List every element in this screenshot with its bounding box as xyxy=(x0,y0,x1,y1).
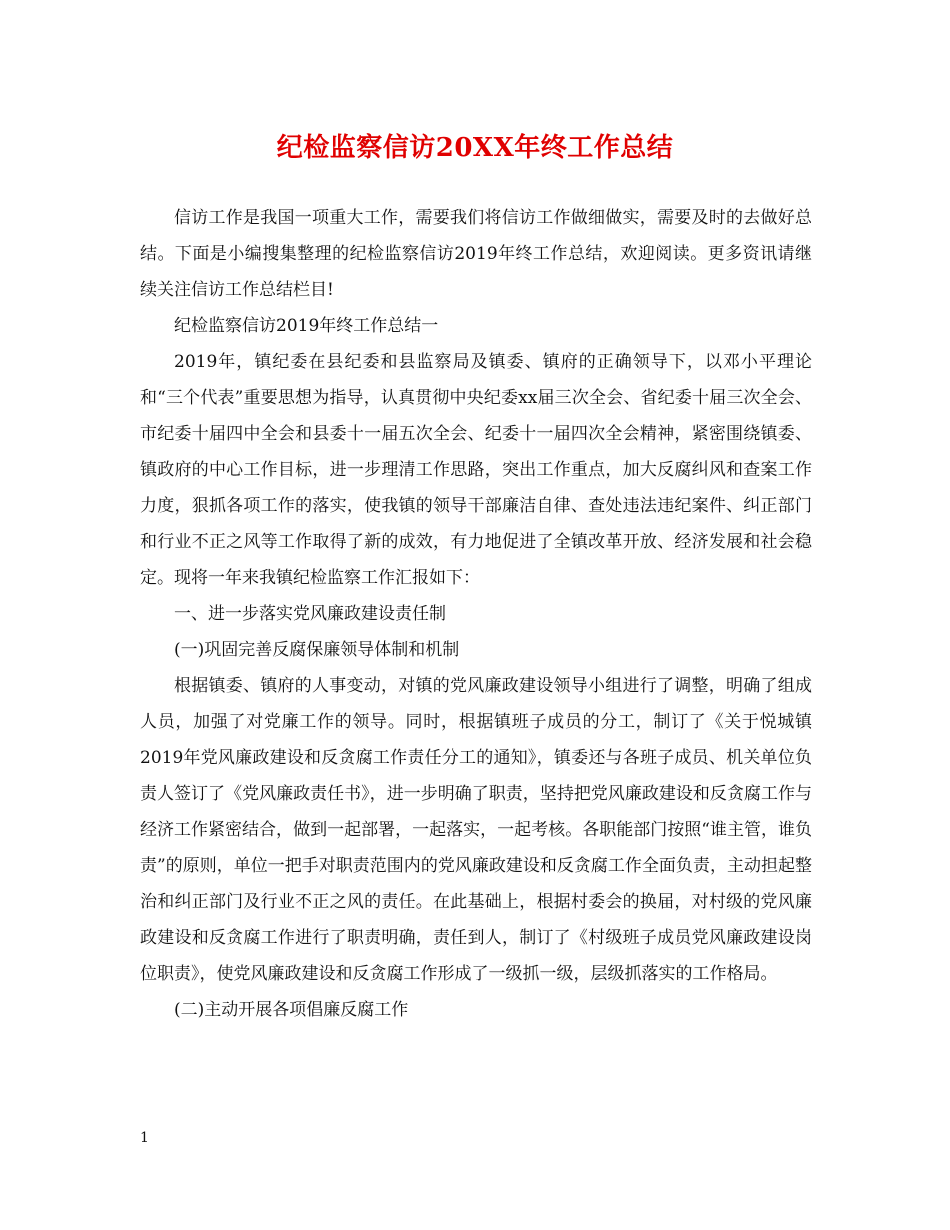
paragraph: 2019年，镇纪委在县纪委和县监察局及镇委、镇府的正确领导下，以邓小平理论和“三个代表”重要思想为指导，认真贯彻中央纪委xx届三次全会、省纪委十届三次全会、市纪委十届四中全会和县委十一届五次全会、纪委十一届四次全会精神，紧密围绕镇委、镇政府的中心工作目标，进一步理清工作思路，突出工作重点，加大反腐纠风和查案工作力度，狠抓各项工作的落实，使我镇的领导干部廉洁自律、查处违法违纪案件、纠正部门和行业不正之风等工作取得了新的成效，有力地促进了全镇改革开放、经济发展和社会稳定。现将一年来我镇纪检监察工作汇报如下： xyxy=(140,352,812,588)
section-heading: 纪检监察信访2019年终工作总结一 xyxy=(174,316,439,336)
page-number: 1 xyxy=(140,1130,149,1146)
subsection-heading: (二)主动开展各项倡廉反腐工作 xyxy=(174,1000,409,1020)
document-body xyxy=(140,200,812,1028)
document-title: 纪检监察信访20XX年终工作总结 xyxy=(276,133,674,163)
paragraph: 信访工作是我国一项重大工作，需要我们将信访工作做细做实，需要及时的去做好总结。下面是小编搜集整理的纪检监察信访2019年终工作总结，欢迎阅读。更多资讯请继续关注信访工作总结栏目! xyxy=(140,208,812,300)
section-heading: 一、进一步落实党风廉政建设责任制 xyxy=(174,604,446,624)
paragraph: 根据镇委、镇府的人事变动，对镇的党风廉政建设领导小组进行了调整，明确了组成人员，加强了对党廉工作的领导。同时，根据镇班子成员的分工，制订了《关于悦城镇2019年党风廉政建设和反贪腐工作责任分工的通知》，镇委还与各班子成员、机关单位负责人签订了《党风廉政责任书》，进一步明确了职责，坚持把党风廉政建设和反贪腐工作与经济工作紧密结合，做到一起部署，一起落实，一起考核。各职能部门按照“谁主管，谁负责”的原则，单位一把手对职责范围内的党风廉政建设和反贪腐工作全面负责，主动担起整治和纠正部门及行业不正之风的责任。在此基础上，根据村委会的换届，对村级的党风廉政建设和反贪腐工作进行了职责明确，责任到人，制订了《村级班子成员党风廉政建设岗位职责》，使党风廉政建设和反贪腐工作形成了一级抓一级，层级抓落实的工作格局。 xyxy=(140,676,812,984)
subsection-heading: (一)巩固完善反腐保廉领导体制和机制 xyxy=(174,640,460,660)
